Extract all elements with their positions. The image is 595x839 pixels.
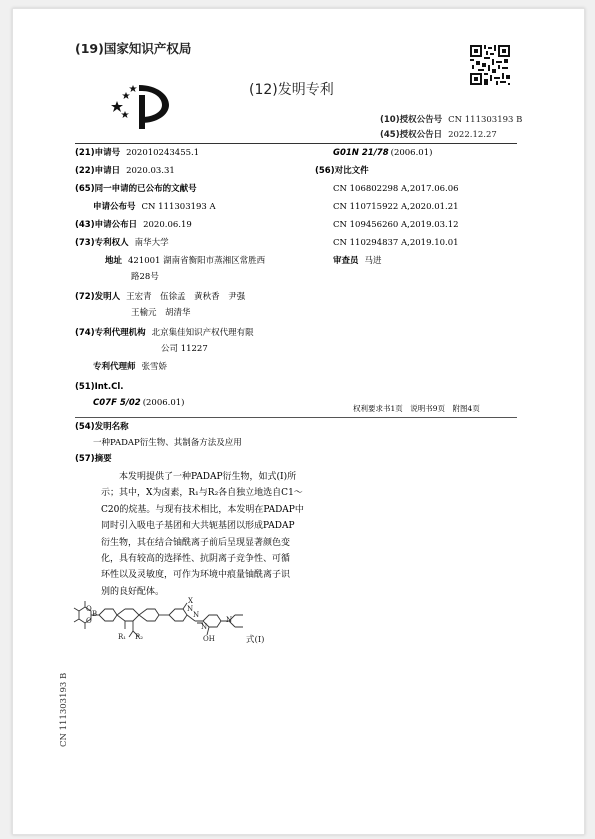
formula-atom-label: X — [188, 597, 193, 605]
patent-page — [12, 8, 585, 835]
published-doc-date-label: (43)申请公布日 — [75, 220, 138, 230]
address-line-2: 路28号 — [131, 272, 159, 282]
agent-name: 张雪娇 — [141, 362, 168, 372]
agent-label: 专利代理师 — [93, 362, 136, 372]
formula-atom-label: OH — [203, 635, 215, 643]
address-label: 地址 — [105, 256, 123, 266]
formula-atom-label: N — [187, 605, 194, 613]
intcl-label: (51)Int.Cl. — [75, 382, 124, 392]
agent-row — [93, 361, 167, 374]
side-publication-code: CN 111303193 B — [59, 672, 69, 747]
same-application-label: (65)同一申请的已公布的文献号 — [75, 184, 197, 194]
published-doc-number: CN 111303193 A — [141, 202, 216, 212]
application-number-label: (21)申请号 — [75, 148, 121, 158]
intcl-row — [75, 381, 124, 394]
abstract-line: C20的烷基。与现有技术相比，本发明在PADAP中 — [101, 504, 304, 515]
document-type: (12)发明专利 — [249, 82, 334, 98]
formula-atom-label: N — [193, 611, 200, 619]
examiner-row — [333, 255, 382, 268]
owner-name: 南华大学 — [134, 238, 169, 248]
formula-atom-label: R₁ — [118, 633, 127, 641]
examiner-label: 审查员 — [333, 256, 359, 266]
intcl-code-1: C07F 5/02 — [93, 398, 141, 408]
chemical-structure-formula — [73, 597, 363, 657]
address-row — [105, 255, 265, 268]
intcl-version-1: (2006.01) — [142, 398, 185, 408]
abstract-line: 本发明提供了一种PADAP衍生物，如式(I)所 — [101, 472, 297, 482]
application-date: 2020.03.31 — [126, 166, 175, 176]
reference-item: CN 106802298 A,2017.06.06 — [333, 184, 459, 194]
intcl-class-1 — [93, 397, 184, 410]
formula-atom-label: O — [86, 605, 92, 613]
abstract-line: 示；其中，X为卤素，R₁与R₂各自独立地选自C1～ — [101, 488, 303, 499]
reference-item: CN 110294837 A,2019.10.01 — [333, 238, 459, 248]
formula-label: 式(I) — [246, 635, 265, 645]
reference-item: CN 110715922 A,2020.01.21 — [333, 202, 459, 212]
inventors-line-2: 王榆元 胡清华 — [131, 308, 191, 318]
formula-atom-label: N — [226, 616, 233, 624]
abstract-line: 同时引入吸电子基团和大共轭基团以形成PADAP — [101, 521, 295, 532]
application-date-row — [75, 165, 175, 178]
agency-line-2: 公司 11227 — [161, 344, 208, 354]
intcl-class-2 — [333, 147, 432, 160]
formula-atom-label: B — [92, 610, 98, 618]
examiner-name: 马进 — [364, 256, 382, 266]
qr-code-icon — [470, 45, 510, 85]
agency-line-1: 北京集佳知识产权代理有限 — [151, 328, 254, 338]
invention-title-heading: (54)发明名称 — [75, 422, 129, 432]
intcl-version-2: (2006.01) — [390, 148, 433, 158]
inventors-label: (72)发明人 — [75, 292, 121, 302]
page-counts: 权利要求书1页 说明书9页 附图4页 — [353, 404, 480, 413]
formula-atom-label: R₂ — [135, 633, 144, 641]
references-heading: (56)对比文件 — [315, 166, 369, 176]
intcl-code-2: G01N 21/78 — [333, 148, 389, 158]
abstract-body — [101, 469, 511, 600]
abstract-heading: (57)摘要 — [75, 454, 112, 464]
application-number: 202010243455.1 — [126, 148, 200, 158]
application-number-row — [75, 147, 199, 160]
published-doc-row — [93, 201, 216, 214]
same-application-row — [75, 183, 197, 196]
published-doc-date: 2020.06.19 — [143, 220, 192, 230]
abstract-line: 化，具有较高的选择性、抗阴离子竞争性、可循 — [101, 554, 291, 565]
publication-number-label: (10)授权公告号 — [380, 115, 443, 125]
abstract-line: 衍生物，其在结合铀酰离子前后呈现显著颜色变 — [101, 537, 291, 548]
formula-atom-label: N — [201, 623, 208, 631]
published-doc-label: 申请公布号 — [93, 202, 136, 212]
application-date-label: (22)申请日 — [75, 166, 121, 176]
publication-number: CN 111303193 B — [448, 115, 523, 125]
cnipa-logo-icon — [109, 79, 173, 129]
publication-date-row — [380, 128, 497, 140]
owner-label: (73)专利权人 — [75, 238, 129, 248]
bibliographic-divider — [75, 417, 517, 418]
invention-title: 一种PADAP衍生物、其制备方法及应用 — [93, 438, 242, 448]
published-doc-date-row — [75, 219, 192, 232]
address-line-1: 421001 湖南省衡阳市蒸湘区常胜西 — [128, 256, 266, 266]
abstract-line: 别的良好配体。 — [101, 586, 165, 597]
inventors-row — [75, 291, 245, 304]
reference-item: CN 109456260 A,2019.03.12 — [333, 220, 459, 230]
agency-label: (74)专利代理机构 — [75, 328, 146, 338]
publication-date: 2022.12.27 — [448, 130, 497, 140]
abstract-line: 环性以及灵敏度，可作为环境中痕量铀酰离子识 — [101, 570, 291, 581]
header-divider — [75, 143, 517, 144]
inventors-line-1: 王宏青 伍徐孟 黄秋香 尹强 — [126, 292, 246, 302]
formula-atom-label: O — [86, 617, 92, 625]
publication-date-label: (45)授权公告日 — [380, 130, 443, 140]
office-name: (19)国家知识产权局 — [75, 41, 192, 56]
publication-number-row — [380, 113, 522, 125]
agency-row — [75, 327, 254, 340]
owner-row — [75, 237, 169, 250]
